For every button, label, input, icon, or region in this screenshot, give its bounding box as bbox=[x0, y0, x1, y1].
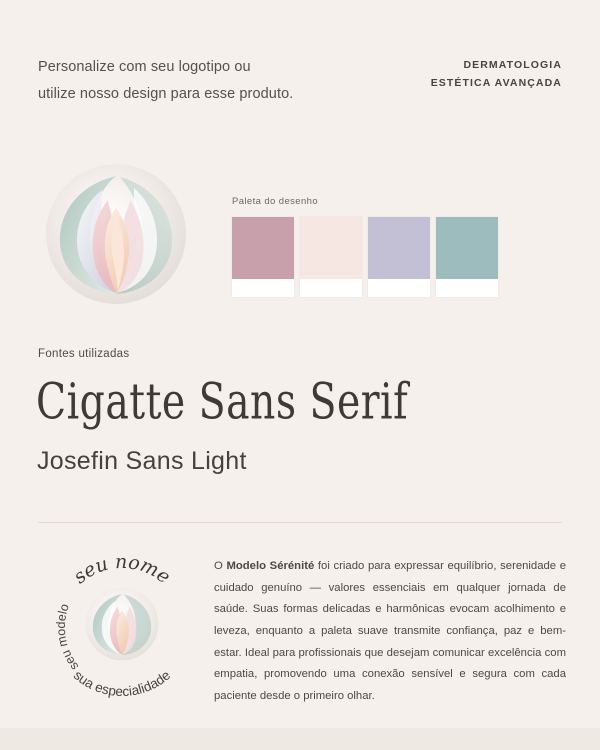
paragraph-model-name: Modelo Sérénité bbox=[226, 560, 315, 572]
header bbox=[38, 54, 562, 108]
badge-left-text: seu modelo bbox=[53, 601, 82, 674]
palette-chip-4 bbox=[436, 217, 498, 279]
paragraph-text: foi criado para expressar equilíbrio, serenidade e cuidado genuíno — valores essenciais em qualquer jornada de saúde. Suas formas delicadas e harmônicas evocam acolhimento e leveza, enquanto a paleta suave transmite confiança, paz e bem-estar. Ideal para profissionais que desejam comunicar excelência com empatia, promovendo uma conexão sensível e segura com cada paciente desde o primeiro olhar. bbox=[214, 560, 566, 703]
palette-swatch[interactable] bbox=[300, 217, 362, 297]
palette-swatch[interactable] bbox=[232, 217, 294, 297]
font-display-name: Cigatte Sans Serif bbox=[36, 372, 409, 431]
font-secondary-name: Josefin Sans Light bbox=[37, 447, 247, 475]
footer-bar bbox=[0, 728, 600, 750]
palette-title: Paleta do desenho bbox=[232, 196, 319, 207]
palette-chip-1 bbox=[232, 217, 294, 279]
fonts-section-label: Fontes utilizadas bbox=[38, 348, 130, 360]
badge-top-text: seu nome bbox=[69, 550, 175, 589]
palette-swatch[interactable] bbox=[436, 217, 498, 297]
badge-bottom-text: sua especialidade bbox=[70, 667, 174, 700]
section-divider bbox=[38, 522, 562, 523]
paragraph-lead-prefix: O bbox=[214, 560, 227, 572]
header-instruction-text bbox=[38, 54, 293, 108]
badge-svg bbox=[34, 532, 210, 708]
palette-block bbox=[232, 196, 498, 297]
header-instruction-line-2: utilize nosso design para esse produto. bbox=[38, 85, 294, 102]
header-specialty-tag bbox=[431, 54, 562, 93]
specialty-line-2: ESTÉTICA AVANÇADA bbox=[430, 77, 562, 90]
flower-logo-icon bbox=[42, 160, 190, 308]
logo-mark bbox=[42, 160, 190, 308]
palette-chip-3 bbox=[368, 217, 430, 279]
circular-badge bbox=[34, 532, 210, 708]
palette-swatches bbox=[232, 217, 498, 297]
palette-chip-2 bbox=[300, 217, 362, 279]
palette-swatch[interactable] bbox=[368, 217, 430, 297]
description-paragraph bbox=[214, 556, 566, 708]
specialty-line-1: DERMATOLOGIA bbox=[463, 59, 562, 71]
header-instruction-line-1: Personalize com seu logotipo ou bbox=[38, 59, 251, 75]
